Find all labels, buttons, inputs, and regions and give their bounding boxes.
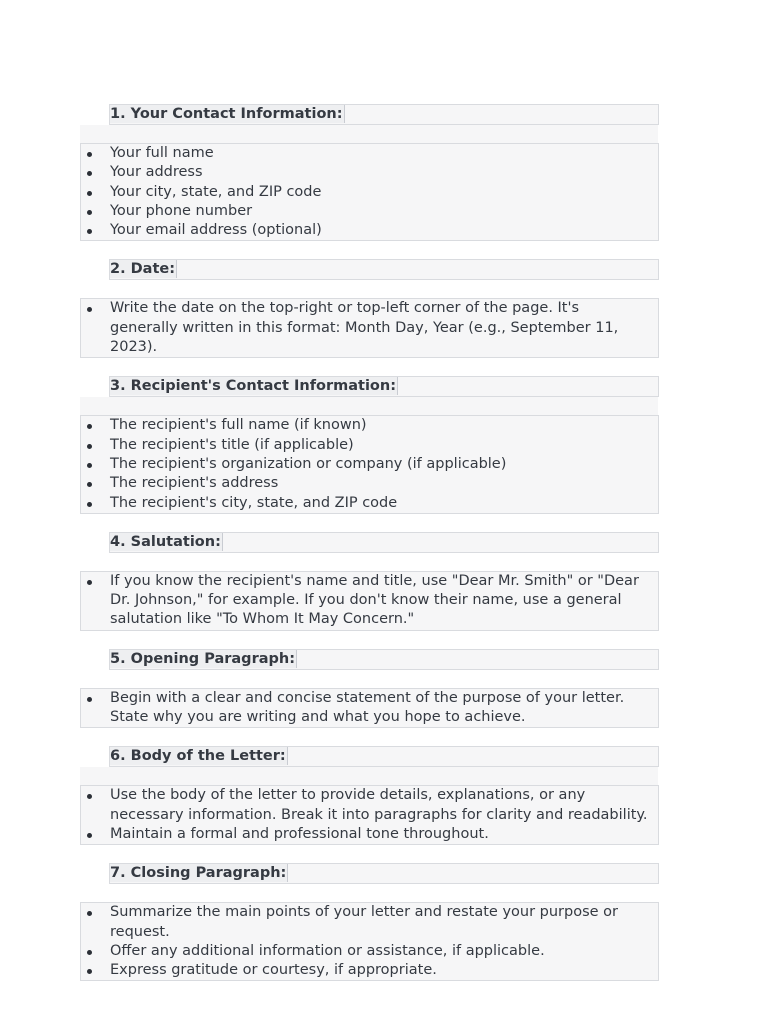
bullet-icon bbox=[87, 580, 92, 585]
list-item bbox=[81, 183, 658, 202]
list-item-text: The recipient's address bbox=[110, 475, 279, 492]
section-heading: 3. Recipient's Contact Information: bbox=[110, 378, 396, 395]
spacer bbox=[80, 670, 659, 688]
bullet-list bbox=[80, 143, 659, 241]
list-item bbox=[81, 572, 658, 630]
list-item bbox=[81, 436, 658, 455]
list-item-text: Begin with a clear and concise statement of the purpose of your letter. State why you are writing and what you hope to achieve. bbox=[110, 689, 625, 726]
list-item bbox=[81, 474, 658, 493]
bullet-list bbox=[80, 688, 659, 729]
list-item bbox=[81, 455, 658, 474]
list-item bbox=[81, 786, 658, 825]
section-heading-row bbox=[80, 104, 659, 125]
list-item bbox=[81, 163, 658, 182]
list-item bbox=[81, 961, 658, 980]
spacer bbox=[80, 397, 658, 415]
bullet-icon bbox=[87, 482, 92, 487]
spacer bbox=[80, 514, 659, 532]
section-heading-row bbox=[80, 746, 659, 767]
spacer bbox=[80, 125, 658, 143]
list-item-text: Offer any additional information or assistance, if applicable. bbox=[110, 942, 545, 959]
list-item-text: Write the date on the top-right or top-left corner of the page. It's generally written in this format: Month Day, Year (e.g., September 11, 2023). bbox=[110, 300, 619, 356]
list-item-text: The recipient's organization or company (if applicable) bbox=[110, 455, 507, 472]
bullet-icon bbox=[87, 833, 92, 838]
bullet-icon bbox=[87, 152, 92, 157]
bullet-list bbox=[80, 902, 659, 981]
section-salutation bbox=[80, 532, 659, 649]
list-item bbox=[81, 299, 658, 357]
spacer bbox=[80, 358, 659, 376]
bullet-icon bbox=[87, 307, 92, 312]
section-heading-row bbox=[80, 259, 659, 280]
spacer bbox=[80, 280, 659, 298]
list-item-text: The recipient's title (if applicable) bbox=[110, 436, 354, 453]
section-heading: 2. Date: bbox=[110, 261, 176, 278]
spacer bbox=[80, 884, 659, 902]
list-item-text: Maintain a formal and professional tone throughout. bbox=[110, 825, 489, 842]
list-item bbox=[81, 903, 658, 942]
section-heading-row bbox=[80, 532, 659, 553]
bullet-list bbox=[80, 298, 659, 358]
list-item-text: The recipient's full name (if known) bbox=[110, 417, 367, 434]
section-closing-paragraph bbox=[80, 863, 659, 981]
section-heading-row bbox=[80, 376, 659, 397]
bullet-icon bbox=[87, 502, 92, 507]
section-heading-row bbox=[80, 863, 659, 884]
bullet-icon bbox=[87, 171, 92, 176]
bullet-icon bbox=[87, 950, 92, 955]
list-item-text: Express gratitude or courtesy, if appropriate. bbox=[110, 962, 437, 979]
list-item bbox=[81, 825, 658, 844]
bullet-list bbox=[80, 415, 659, 513]
spacer bbox=[80, 241, 659, 259]
list-item-text: Use the body of the letter to provide details, explanations, or any necessary information. Break it into paragraphs for clarity and readability. bbox=[110, 787, 648, 823]
list-item bbox=[81, 942, 658, 961]
list-item bbox=[81, 416, 658, 435]
section-body-of-letter bbox=[80, 746, 659, 863]
list-item-text: Summarize the main points of your letter and restate your purpose or request. bbox=[110, 904, 619, 940]
section-heading: 1. Your Contact Information: bbox=[110, 106, 343, 122]
bullet-icon bbox=[87, 191, 92, 196]
bullet-list bbox=[80, 571, 659, 631]
bullet-icon bbox=[87, 424, 92, 429]
list-item-text: If you know the recipient's name and title, use "Dear Mr. Smith" or "Dear Dr. Johnson," for example. If you don't know their name, use a general salutation like "To Whom It May Concern." bbox=[110, 572, 639, 628]
spacer bbox=[80, 845, 659, 863]
list-item-text: Your email address (optional) bbox=[110, 222, 322, 239]
bullet-list bbox=[80, 785, 659, 845]
bullet-icon bbox=[87, 969, 92, 974]
section-opening-paragraph bbox=[80, 649, 659, 747]
bullet-icon bbox=[87, 697, 92, 702]
list-item bbox=[81, 221, 658, 240]
list-item-text: Your phone number bbox=[110, 202, 253, 219]
spacer bbox=[80, 631, 659, 649]
section-heading: 4. Salutation: bbox=[110, 533, 221, 550]
bullet-icon bbox=[87, 444, 92, 449]
list-item bbox=[81, 144, 658, 163]
bullet-icon bbox=[87, 911, 92, 916]
section-heading-row bbox=[80, 649, 659, 670]
list-item-text: Your full name bbox=[110, 145, 214, 161]
section-heading: 5. Opening Paragraph: bbox=[110, 650, 296, 667]
list-item bbox=[81, 689, 658, 728]
heading-highlight bbox=[109, 259, 659, 280]
list-item-text: Your city, state, and ZIP code bbox=[110, 183, 322, 200]
bullet-icon bbox=[87, 463, 92, 468]
spacer bbox=[80, 553, 659, 571]
section-recipient-contact-information bbox=[80, 376, 659, 531]
bullet-icon bbox=[87, 794, 92, 799]
section-heading: 7. Closing Paragraph: bbox=[110, 865, 287, 882]
list-item bbox=[81, 494, 658, 513]
section-date bbox=[80, 259, 659, 376]
section-contact-information bbox=[80, 104, 659, 259]
list-item-text: The recipient's city, state, and ZIP code bbox=[110, 494, 398, 511]
letter-format-document bbox=[80, 104, 659, 981]
list-item-text: Your address bbox=[110, 164, 203, 181]
list-item bbox=[81, 202, 658, 221]
bullet-icon bbox=[87, 229, 92, 234]
bullet-icon bbox=[87, 210, 92, 215]
spacer bbox=[80, 767, 658, 785]
section-heading: 6. Body of the Letter: bbox=[110, 748, 286, 765]
spacer bbox=[80, 728, 659, 746]
